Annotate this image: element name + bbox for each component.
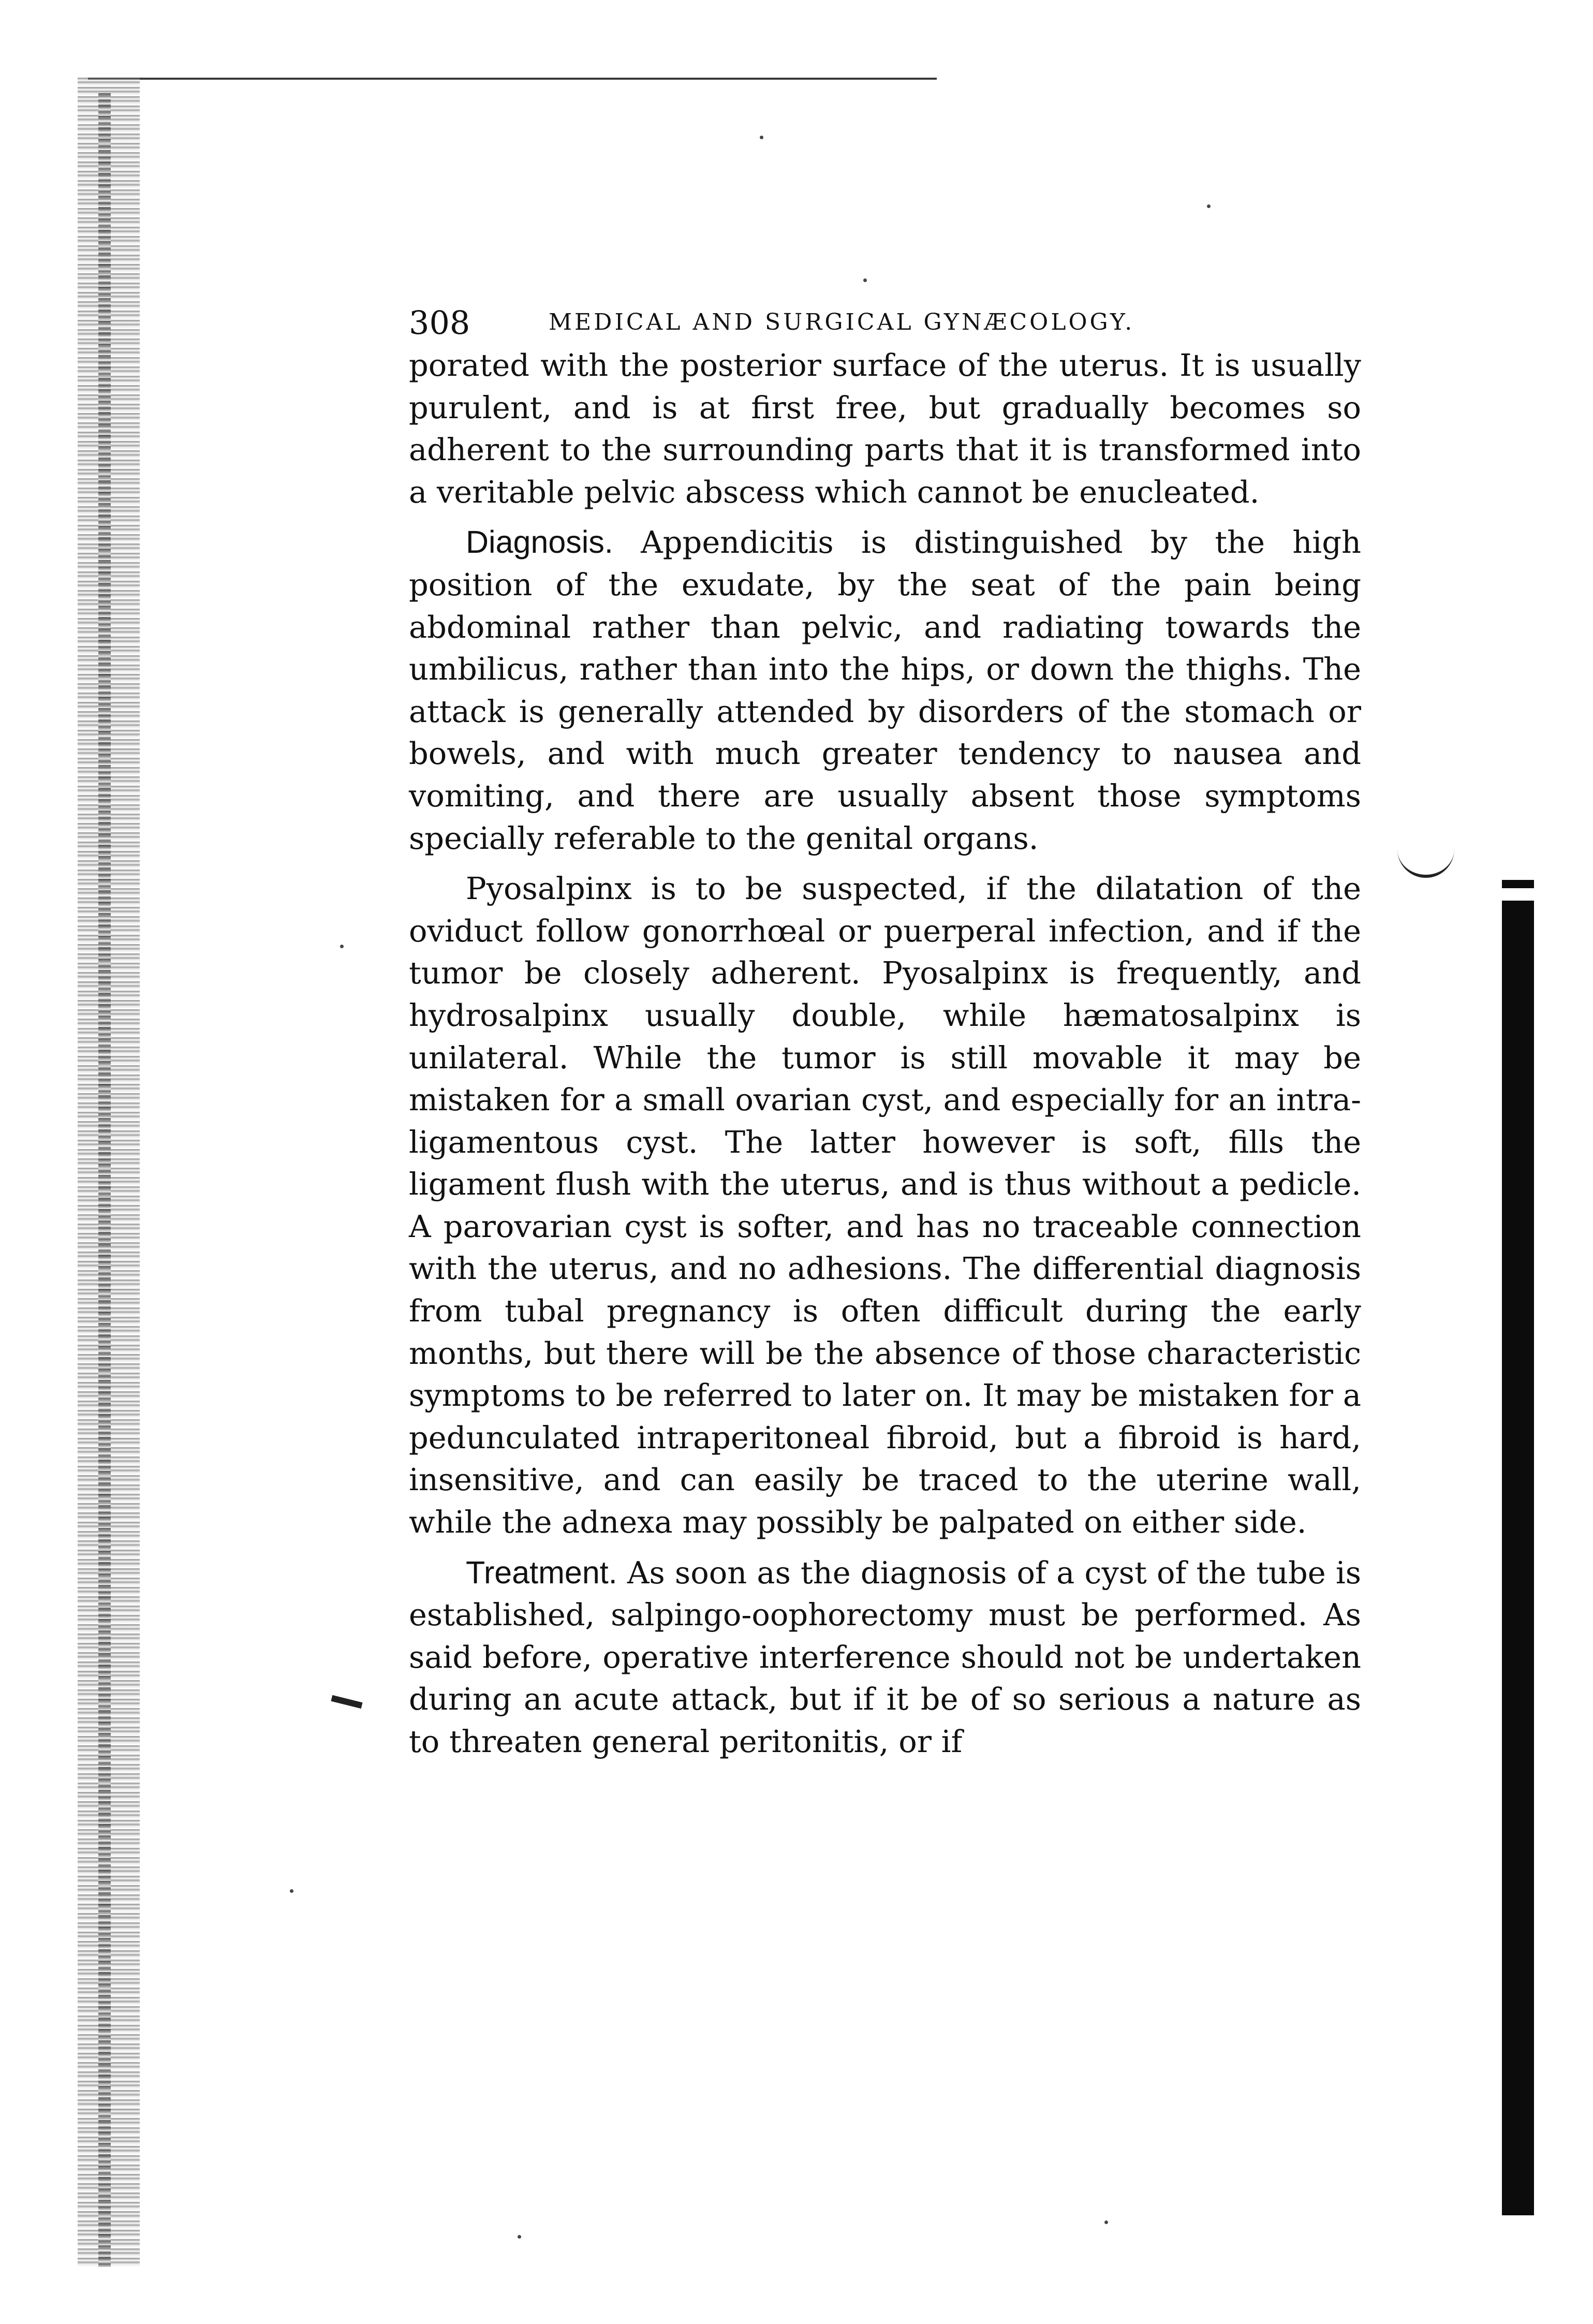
scan-speck xyxy=(340,945,344,948)
paragraph-text: Pyosalpinx is to be suspected, if the dilatation of the oviduct follow gonorrhœal or puerperal infection, and if the tumor be closely adherent. Pyosalpinx is frequently, and hydrosalpinx usually double, while hæmatosalpinx is unilateral. While the tumor is still movable it may be mistaken for a small ovarian cyst, and especially for an intra-ligamentous cyst. The latter however is soft, fills the ligament flush with the uterus, and is thus without a pedicle. A parovarian cyst is softer, and has no traceable connection with the uterus, and no adhesions. The differential diagnosis from tubal pregnancy is often difficult during the early months, but there will be the absence of those characteristic symptoms to be referred to later on. It may be mistaken for a pedunculated intraperitoneal fibroid, but a fibroid is hard, insensitive, and can easily be traced to the uterine wall, while the adnexa may possibly be palpated on either side. xyxy=(409,871,1361,1540)
paragraph-pyosalpinx xyxy=(409,867,1361,1543)
book-page xyxy=(409,298,1361,1763)
scan-speck xyxy=(1104,2220,1108,2224)
scan-top-edge xyxy=(88,78,937,80)
paragraph-text: Appendicitis is distinguished by the high position of the exudate, by the seat of the pain being abdominal rather than pelvic, and radiating towards the umbilicus, rather than into the hips, or down the thighs. The attack is generally attended by disorders of the stomach or bowels, and with much greater tendency to nausea and vomiting, and there are usually absent those symptoms specially referable to the genital organs. xyxy=(409,524,1361,856)
scan-right-edge-tick xyxy=(1502,880,1534,888)
scan-curve-mark xyxy=(1397,849,1454,878)
section-heading-treatment: Treatment. xyxy=(466,1554,617,1590)
paragraph-diagnosis xyxy=(409,521,1361,859)
scan-speck xyxy=(760,136,763,139)
scan-speck xyxy=(863,278,867,282)
scan-dash-mark xyxy=(331,1695,362,1709)
paragraph-text: As soon as the diagnosis of a cyst of the tube is established, salpingo-oophorectomy must be performed. As said before, operative interference should not be undertaken during an acute attack, but if it be of so serious a nature as to threaten general peritonitis, or if xyxy=(409,1554,1361,1759)
page-number: 308 xyxy=(409,304,470,342)
paragraph-text: porated with the posterior surface of the uterus. It is usually purulent, and is at first free, but gradually becomes so adherent to the surrounding parts that it is transformed into a veritable pelvic abscess which cannot be enucleated. xyxy=(409,347,1361,510)
scan-speck xyxy=(518,2235,521,2239)
scan-left-binding-shadow xyxy=(98,93,111,2267)
paragraph-treatment xyxy=(409,1552,1361,1763)
scan-right-edge-bar xyxy=(1502,901,1534,2215)
section-heading-diagnosis: Diagnosis. xyxy=(466,524,613,560)
running-head xyxy=(409,298,1361,344)
scan-speck xyxy=(1207,204,1211,208)
scan-speck xyxy=(290,1889,293,1893)
running-title: MEDICAL AND SURGICAL GYNÆCOLOGY. xyxy=(549,309,1135,335)
paragraph-continuation xyxy=(409,344,1361,513)
